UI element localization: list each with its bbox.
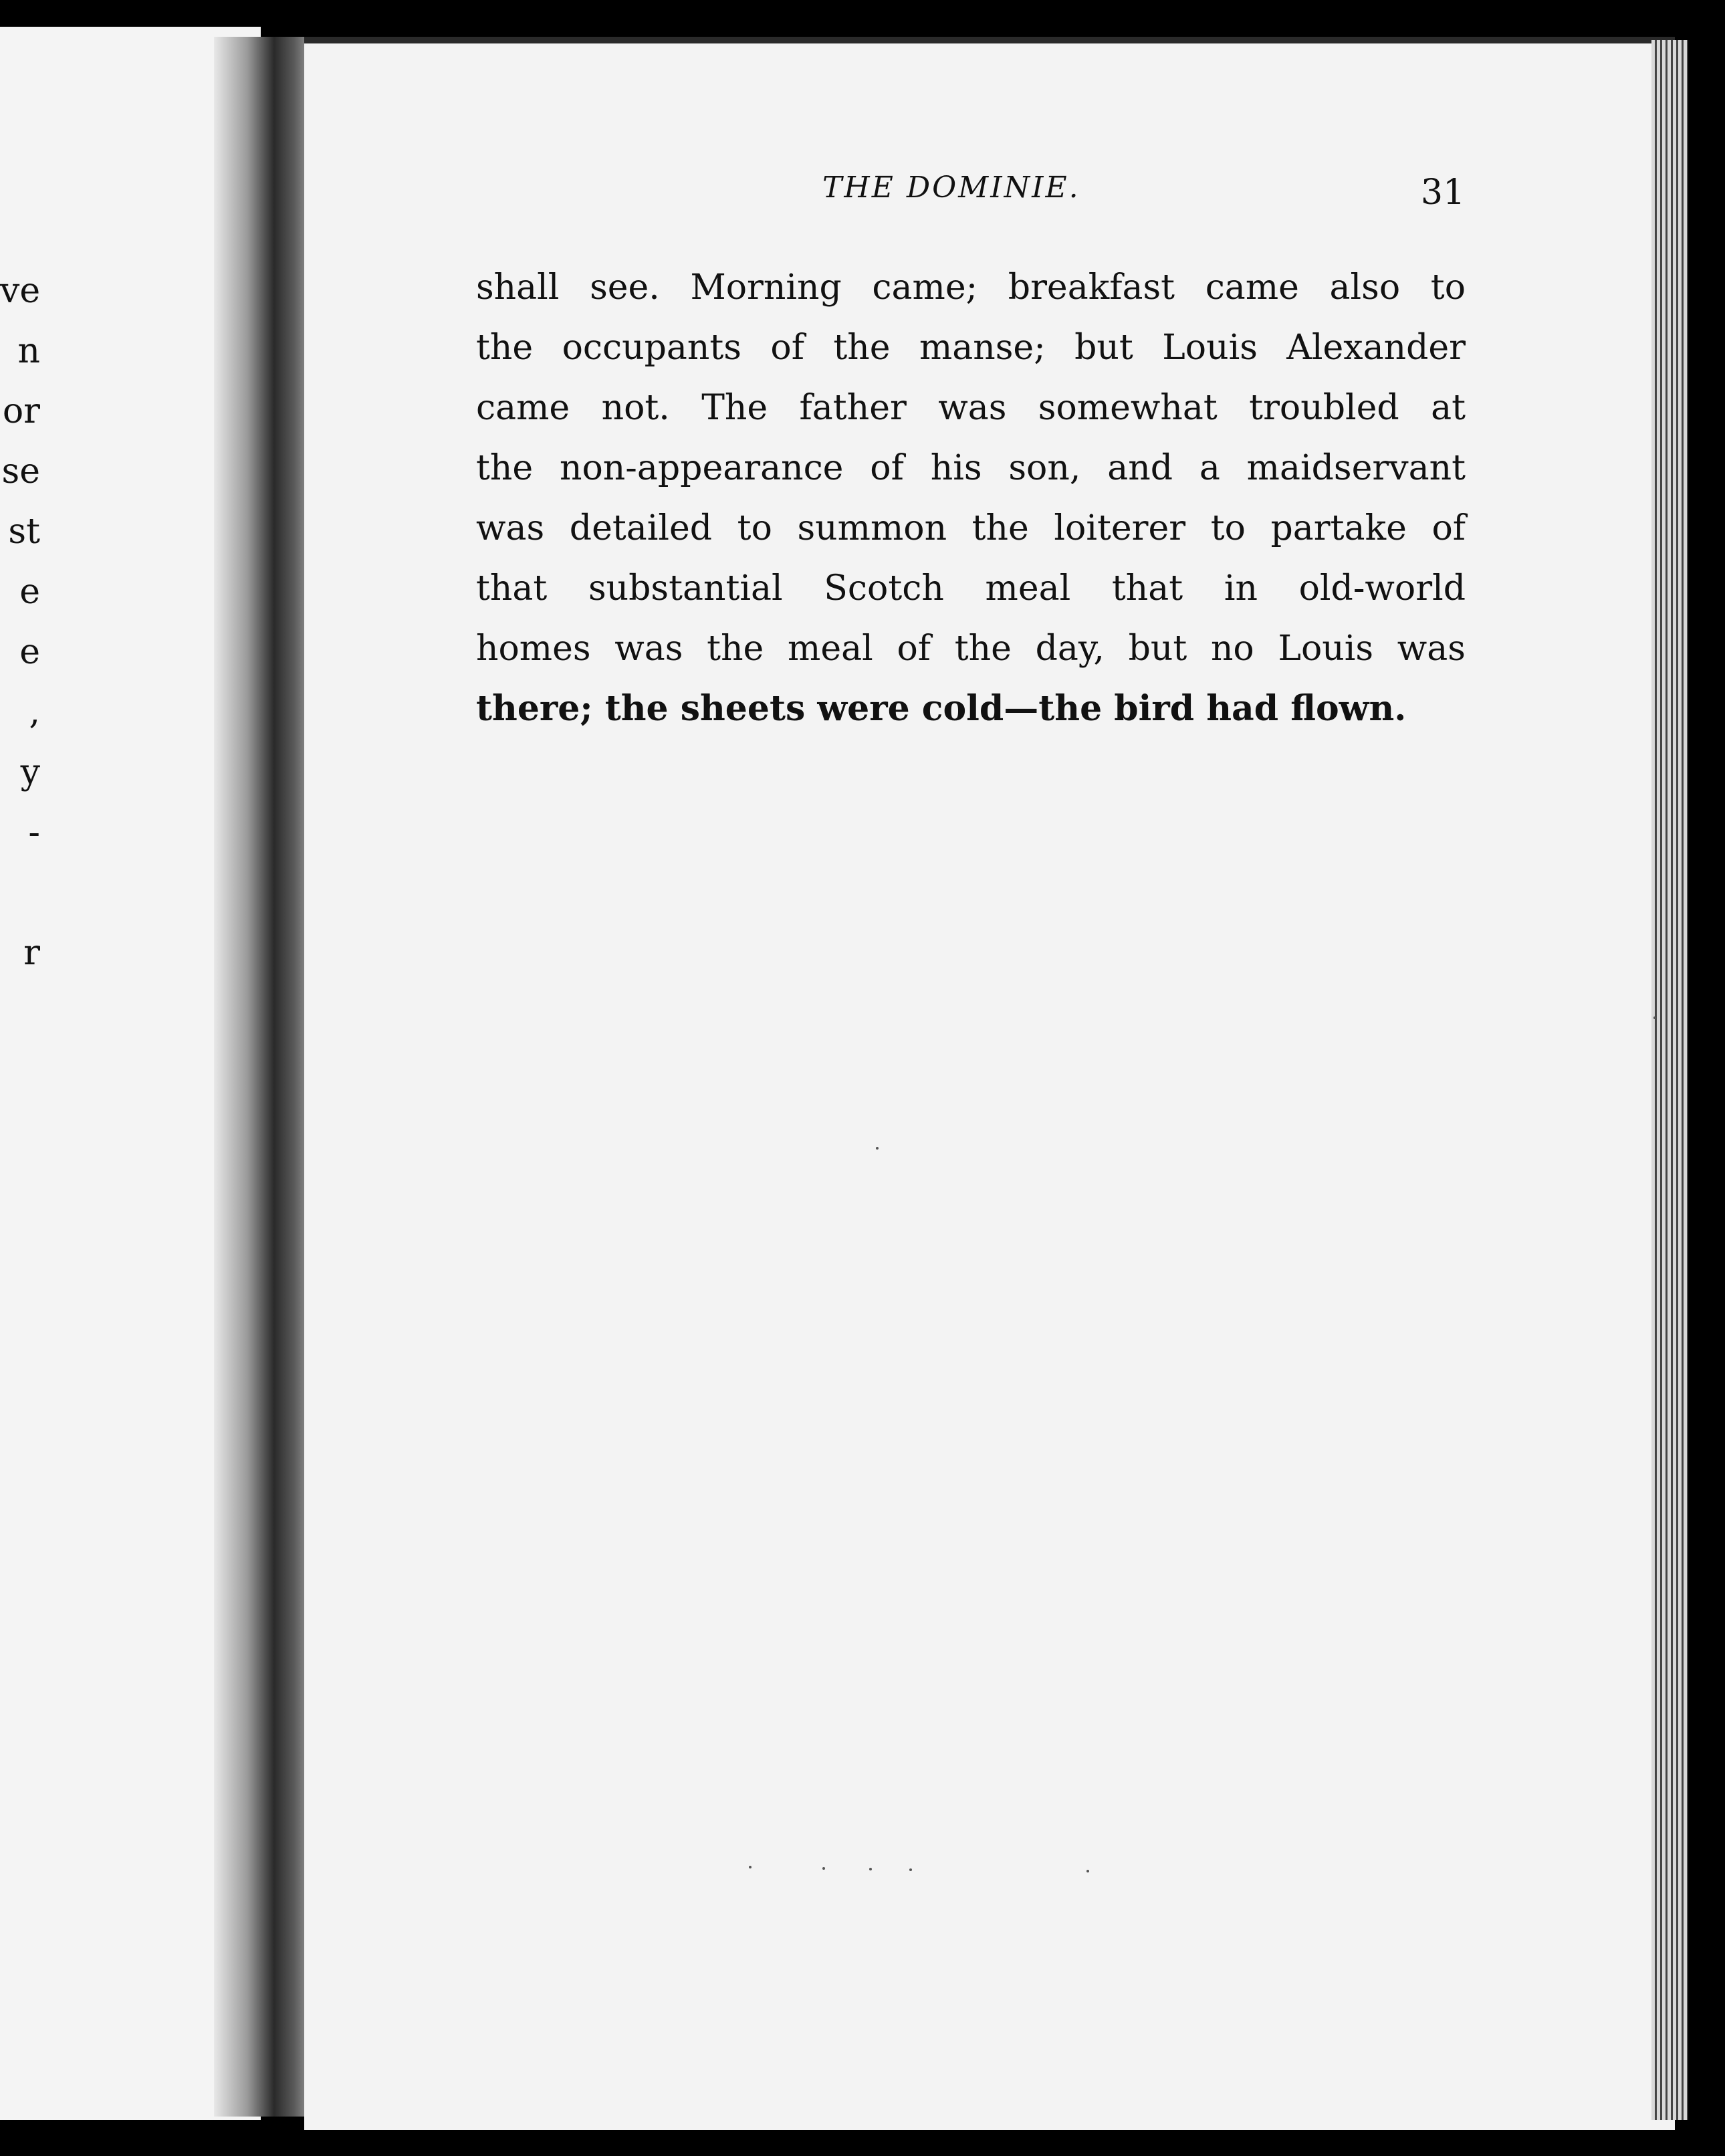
speck xyxy=(822,1867,825,1870)
text-fragment: n xyxy=(17,331,40,371)
speck xyxy=(876,1147,879,1150)
speck xyxy=(749,1866,752,1868)
text-fragment: ve xyxy=(0,271,41,311)
text-fragment: se xyxy=(1,451,40,492)
page-edges xyxy=(1651,40,1688,2120)
text-fragment: or xyxy=(2,391,40,431)
text-fragment: r xyxy=(23,933,40,973)
speck xyxy=(909,1868,912,1871)
text-fragment: st xyxy=(8,512,40,552)
text-line: the occupants of the manse; but Louis Alexander xyxy=(476,328,1466,368)
text-line: the non-appearance of his son, and a maidservant xyxy=(476,448,1466,488)
text-fragment: y xyxy=(20,752,40,792)
text-line: shall see. Morning came; breakfast came also to xyxy=(476,267,1466,308)
page-number: 31 xyxy=(1421,173,1466,213)
body-text xyxy=(476,257,1466,739)
text-fragment: , xyxy=(29,692,40,732)
speck xyxy=(1086,1870,1089,1872)
text-line: came not. The father was somewhat troubled at xyxy=(476,388,1466,428)
text-line: was detailed to summon the loiterer to partake of xyxy=(476,508,1466,548)
running-head: THE DOMINIE. xyxy=(822,171,1080,205)
text-fragment: - xyxy=(28,813,40,853)
text-fragment: e xyxy=(19,632,40,672)
speck xyxy=(869,1868,872,1870)
text-fragment: e xyxy=(19,572,40,612)
text-line: there; the sheets were cold—the bird had flown. xyxy=(476,688,1407,729)
left-page-text-fragments xyxy=(0,261,40,983)
text-line: homes was the meal of the day, but no Louis was xyxy=(476,629,1466,669)
text-line: that substantial Scotch meal that in old-world xyxy=(476,568,1466,609)
speck xyxy=(1653,1016,1656,1019)
text-fragment xyxy=(0,863,40,923)
